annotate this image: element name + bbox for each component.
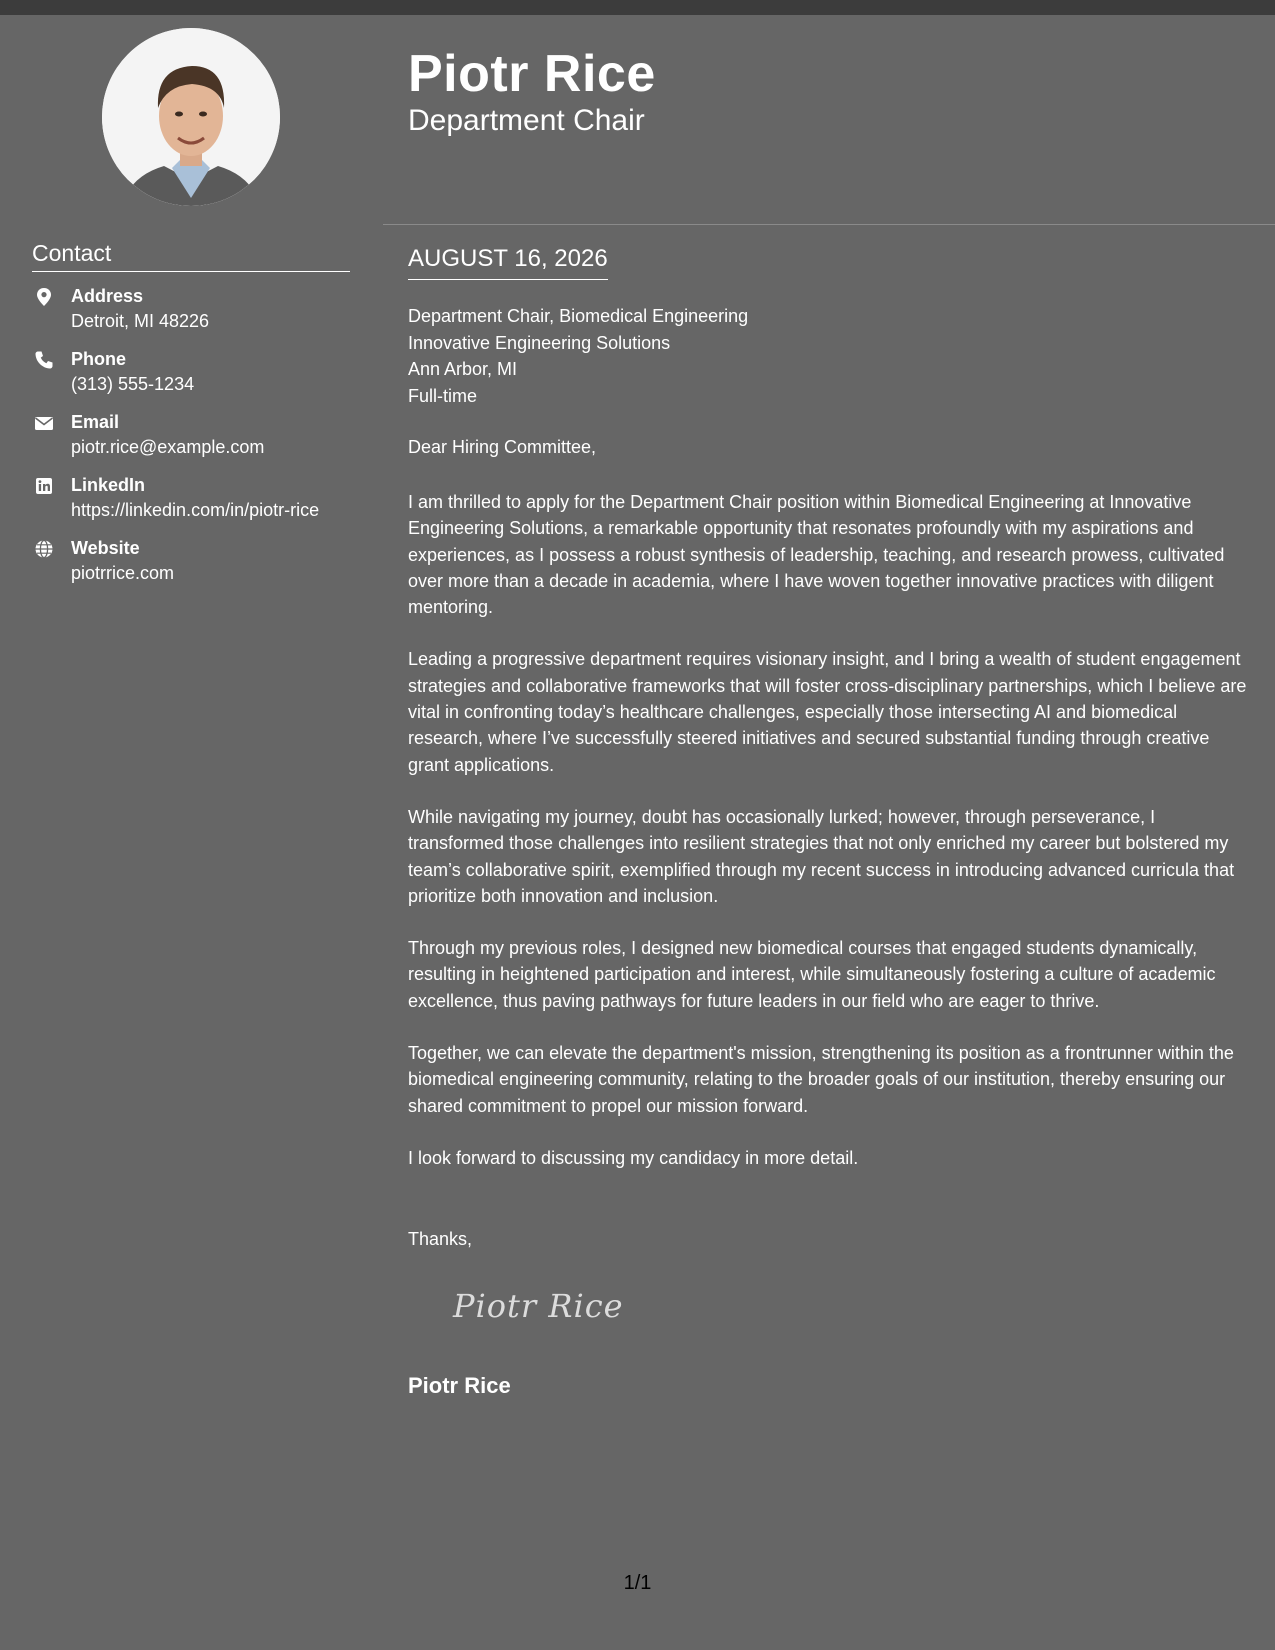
contact-email [32, 411, 362, 474]
contact-value: (313) 555-1234 [71, 374, 195, 394]
body-paragraph: Leading a progressive department requires visionary insight, and I bring a wealth of student engagement strategies and collaborative frameworks that will foster cross-disciplinary partnerships, which I believe are vital in confronting today’s healthcare challenges, especially those intersecting AI and biomedical research, where I’ve successfully steered initiatives and secured substantial funding through creative grant applications. [408, 649, 1247, 775]
contact-label: LinkedIn [71, 475, 146, 495]
contact-label: Address [71, 286, 144, 306]
contact-heading: Contact [32, 240, 350, 272]
contact-list [32, 285, 362, 600]
contact-value[interactable]: piotrrice.com [71, 563, 175, 583]
recipient-line: Department Chair, Biomedical Engineering [408, 306, 749, 326]
contact-address [32, 285, 362, 348]
linkedin-icon [34, 476, 54, 496]
body-paragraph: While navigating my journey, doubt has occasionally lurked; however, through perseverance, I transformed those challenges into resilient strategies that not only enriched my career but bolstered my team’s collaborative spirit, exemplified through my recent success in introducing advanced curricula that prioritize both innovation and inclusion. [408, 806, 1235, 906]
signer-name: Piotr Rice [408, 1373, 511, 1398]
candidate-name: Piotr Rice [408, 45, 656, 103]
avatar [102, 28, 280, 206]
recipient-block [408, 303, 748, 409]
envelope-icon [34, 413, 54, 433]
contact-label: Phone [71, 349, 127, 369]
header-divider [383, 224, 1275, 225]
phone-icon [34, 350, 54, 370]
body-paragraph: I am thrilled to apply for the Department Chair position within Biomedical Engineering at Innovative Engineering Solutions, a remarkable opportunity that resonates profoundly with my aspirations and experiences, as I possess a robust synthesis of leadership, teaching, and research prowess, cultivated over more than a decade in academia, where I have woven together innovative practices with diligent mentoring. [408, 492, 1225, 618]
body-paragraph: Through my previous roles, I designed new biomedical courses that engaged students dynamically, resulting in heightened participation and interest, while simultaneously fostering a culture of academic excellence, thus paving pathways for future leaders in our field who are eager to thrive. [408, 938, 1216, 1011]
recipient-line: Full-time [408, 385, 478, 406]
page-number: 1/1 [623, 1572, 652, 1594]
contact-phone [32, 348, 362, 411]
contact-label: Email [71, 412, 120, 432]
contact-website [32, 537, 362, 600]
contact-label: Website [71, 538, 140, 558]
profile-photo [102, 28, 280, 206]
letter-body [408, 489, 1250, 1197]
candidate-title: Department Chair [408, 104, 645, 137]
map-pin-icon [34, 287, 54, 307]
closing: Thanks, [408, 1229, 473, 1249]
recipient-line: Ann Arbor, MI [408, 359, 518, 379]
recipient-line: Innovative Engineering Solutions [408, 332, 671, 353]
contact-value[interactable]: https://linkedin.com/in/piotr-rice [71, 500, 320, 520]
letter-date: AUGUST 16, 2026 [408, 245, 608, 280]
contact-value: piotr.rice@example.com [71, 437, 265, 457]
body-paragraph: Together, we can elevate the department's mission, strengthening its position as a frontrunner within the biomedical engineering community, relating to the broader goals of our institution, thereby ensuring our shared commitment to propel our mission forward. [408, 1043, 1234, 1116]
top-bar [0, 0, 1275, 15]
body-paragraph: I look forward to discussing my candidacy in more detail. [408, 1147, 859, 1168]
contact-value: Detroit, MI 48226 [71, 311, 210, 331]
contact-linkedin [32, 474, 362, 537]
salutation: Dear Hiring Committee, [408, 437, 597, 457]
globe-icon [34, 539, 54, 559]
signature: Piotr Rice [453, 1287, 624, 1325]
